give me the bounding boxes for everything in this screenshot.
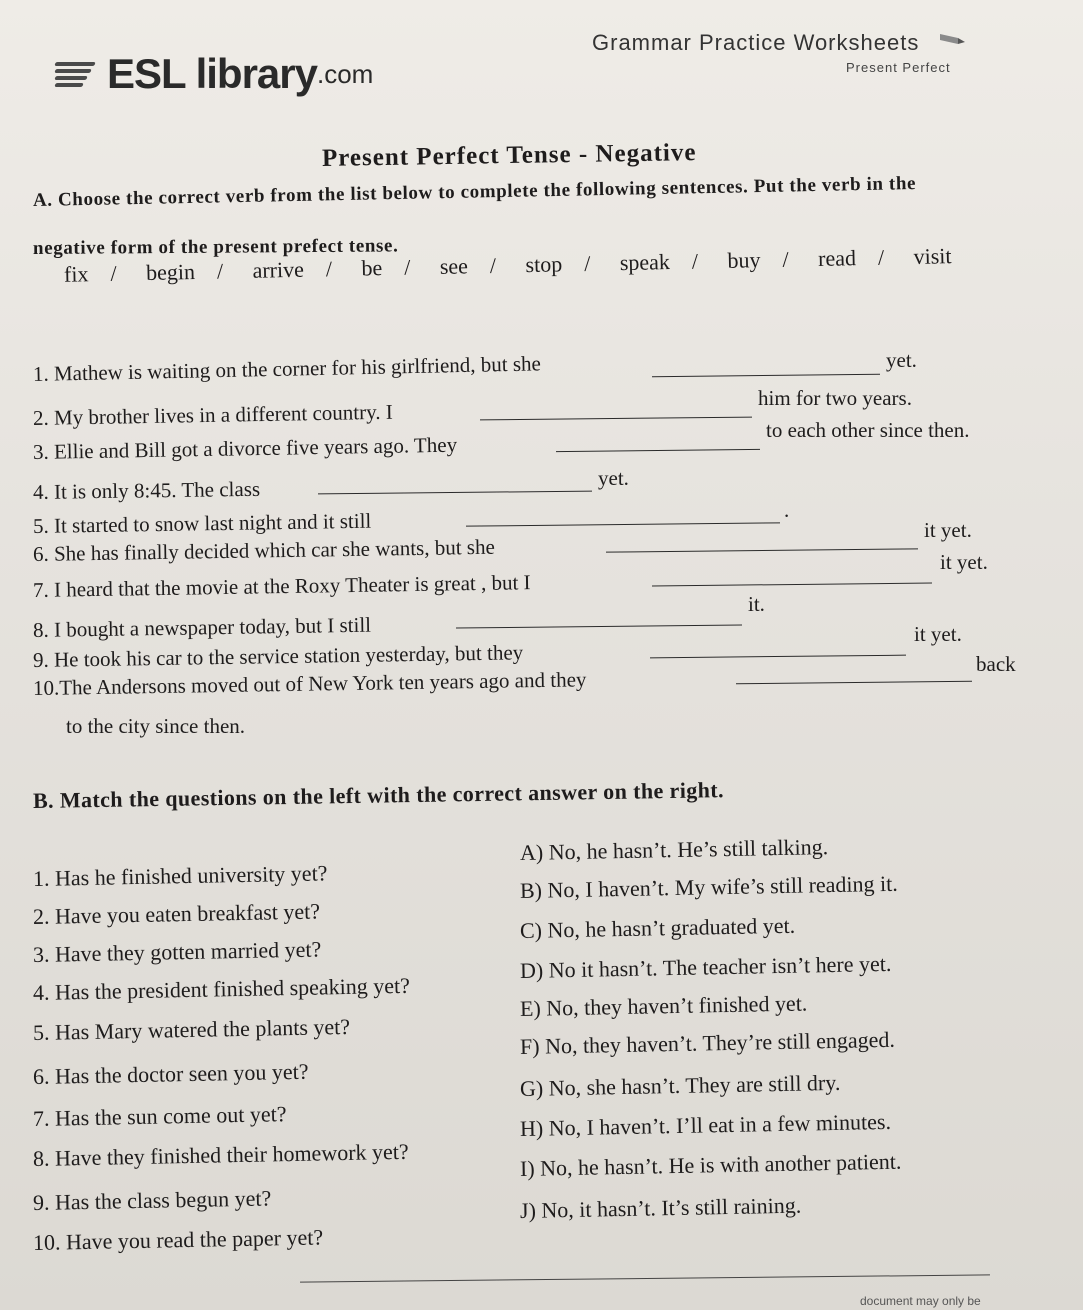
question-8: 8. Have they finished their homework yet? [32,1138,409,1171]
sentence-10-text: 10.The Andersons moved out of New York ten years ago and they [32,667,587,700]
sentence-8-text: 8. I bought a newspaper today, but I still [32,612,372,642]
sentence-7-ending: it yet. [940,550,988,574]
sentence-8-ending: it. [748,592,765,616]
word-bank: fix / begin / arrive / be / see / stop / speak / buy / read / visit [63,243,952,287]
sentence-5-ending: . [784,498,790,522]
question-3: 3. Have they gotten married yet? [32,936,322,967]
question-4: 4. Has the president finished speaking yet? [32,972,411,1005]
sentence-10-blank[interactable] [736,681,972,684]
word-bank-item: speak [619,249,671,276]
word-bank-item: arrive [252,256,305,283]
question-9: 9. Has the class begun yet? [32,1185,272,1215]
answer-f: F) No, they haven’t. They’re still engaged. [519,1026,896,1059]
question-2: 2. Have you eaten breakfast yet? [32,898,321,929]
sentence-9-text: 9. He took his car to the service station yesterday, but they [32,640,524,672]
logo-text: ESL library [107,50,317,97]
question-5: 5. Has Mary watered the plants yet? [32,1013,351,1045]
word-bank-item: be [361,255,383,281]
sentence-7-text: 7. I heard that the movie at the Roxy Theater is great , but I [32,570,531,602]
answer-c: C) No, he hasn’t graduated yet. [519,912,796,943]
word-bank-item: visit [913,243,952,269]
section-b-instruction: B. Match the questions on the left with the correct answer on the right. [32,777,725,813]
sentence-3-text: 3. Ellie and Bill got a divorce five years ago. They [32,432,458,464]
sentence-7-blank[interactable] [652,583,932,587]
sentence-3-blank[interactable] [556,449,760,452]
sentence-8-blank[interactable] [456,625,742,629]
answer-h: H) No, I haven’t. I’ll eat in a few minutes. [519,1108,892,1141]
esl-library-logo [55,50,373,98]
sentence-3-ending: to each other since then. [766,418,970,442]
sentence-2-ending: him for two years. [758,386,912,410]
question-7: 7. Has the sun come out yet? [32,1101,287,1131]
answer-a: A) No, he hasn’t. He’s still talking. [519,834,829,865]
sentence-10-continuation: to the city since then. [66,714,246,738]
answer-g: G) No, she hasn’t. They are still dry. [519,1069,841,1101]
sentence-6-blank[interactable] [606,548,918,552]
footer-divider [300,1274,990,1282]
sentence-6-text: 6. She has finally decided which car she wants, but she [32,534,496,566]
word-bank-item: begin [145,259,196,286]
sentence-4-ending: yet. [598,466,629,490]
sentence-2-blank[interactable] [480,417,752,421]
word-bank-item: fix [63,261,89,287]
question-1: 1. Has he finished university yet? [32,860,328,891]
section-a-instruction-line1: A. Choose the correct verb from the list below to complete the following sentences. Put the verb in the [32,173,917,211]
sentence-4-text: 4. It is only 8:45. The class [32,476,261,504]
book-stack-icon [55,59,99,89]
word-bank-item: buy [727,247,761,273]
sentence-1-ending: yet. [886,348,917,372]
sentence-10-ending: back [976,652,1016,676]
sentence-2-text: 2. My brother lives in a different country. I [32,399,393,430]
answer-d: D) No it hasn’t. The teacher isn’t here yet. [519,950,892,983]
page-title: Present Perfect Tense - Negative [321,139,697,172]
answer-b: B) No, I haven’t. My wife’s still reading it. [519,870,898,903]
sentence-4-blank[interactable] [318,491,592,495]
question-6: 6. Has the doctor seen you yet? [32,1058,309,1089]
answer-j: J) No, it hasn’t. It’s still raining. [519,1192,802,1223]
question-10: 10. Have you read the paper yet? [32,1224,324,1255]
sentence-5-text: 5. It started to snow last night and it still [32,508,372,538]
pencil-icon [938,32,966,46]
answer-e: E) No, they haven’t finished yet. [519,990,808,1021]
series-title: Grammar Practice Worksheets [592,30,920,55]
logo-suffix: .com [317,58,374,89]
sentence-6-ending: it yet. [924,518,972,542]
sentence-9-blank[interactable] [650,655,906,659]
footer-note: document may only be [860,1294,981,1308]
word-bank-item: read [817,245,857,271]
section-a-instruction-line2: negative form of the present prefect tense. [32,235,399,259]
sentence-9-ending: it yet. [914,622,962,646]
answer-i: I) No, he hasn’t. He is with another patient. [519,1148,902,1181]
sentence-1-text: 1. Mathew is waiting on the corner for his girlfriend, but she [32,351,542,386]
sentence-5-blank[interactable] [466,522,780,526]
sentence-1-blank[interactable] [652,374,880,377]
word-bank-item: see [439,253,469,279]
subtopic-label: Present Perfect [846,60,951,75]
word-bank-item: stop [525,251,563,278]
